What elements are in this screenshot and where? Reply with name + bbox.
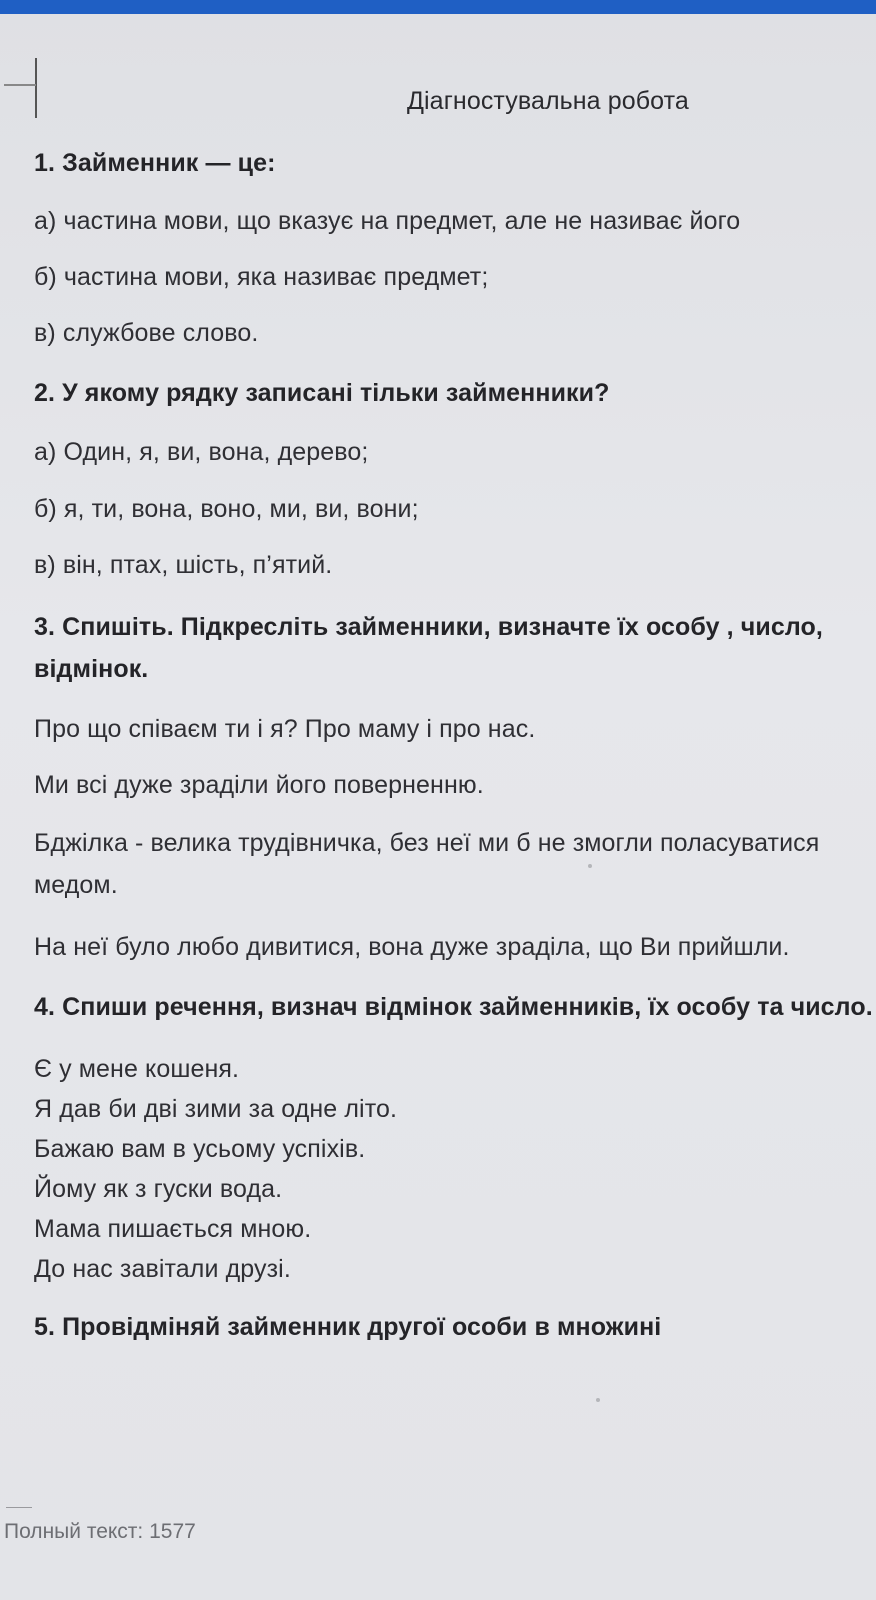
exercise-sentence: Мама пишається мною. — [34, 1215, 312, 1243]
exercise-sentence-continued: медом. — [34, 871, 118, 899]
answer-option: б) я, ти, вона, воно, ми, ви, вони; — [34, 495, 419, 523]
exercise-sentence: Є у мене кошеня. — [34, 1055, 240, 1083]
exercise-sentence: Ми всі дуже зраділи його поверненню. — [34, 771, 484, 799]
answer-option: в) він, птах, шість, п’ятий. — [34, 551, 333, 579]
question-4: 4. Спиши речення, визнач відмінок займенників, їх особу та число. — [34, 993, 873, 1021]
answer-option: в) службове слово. — [34, 319, 259, 347]
answer-option: а) Один, я, ви, вона, дерево; — [34, 438, 369, 466]
question-2: 2. У якому рядку записані тільки займенники? — [34, 379, 610, 407]
exercise-sentence: Бджілка - велика трудівничка, без неї ми б не змогли поласуватися — [34, 829, 820, 857]
answer-option: а) частина мови, що вказує на предмет, але не називає його — [34, 207, 741, 235]
dust-speck — [588, 864, 592, 868]
exercise-sentence: Бажаю вам в усьому успіхів. — [34, 1135, 366, 1163]
question-3-continued: відмінок. — [34, 655, 149, 683]
question-3: 3. Спишіть. Підкресліть займенники, визначте їх особу , число, — [34, 613, 823, 641]
footer-divider — [6, 1507, 32, 1508]
answer-option: б) частина мови, яка називає предмет; — [34, 263, 489, 291]
dust-speck — [596, 1398, 600, 1402]
footer-text-count: Полный текст: 1577 — [4, 1520, 196, 1543]
document-title: Діагностувальна робота — [407, 87, 689, 115]
exercise-sentence: Йому як з гуски вода. — [34, 1175, 283, 1203]
exercise-sentence: До нас завітали друзі. — [34, 1255, 291, 1283]
exercise-sentence: На неї було любо дивитися, вона дуже зраділа, що Ви прийшли. — [34, 933, 790, 961]
exercise-sentence: Про що співаєм ти і я? Про маму і про нас. — [34, 715, 536, 743]
exercise-sentence: Я дав би дві зими за одне літо. — [34, 1095, 398, 1123]
question-5: 5. Провідміняй займенник другої особи в множині — [34, 1313, 662, 1341]
question-1: 1. Займенник — це: — [34, 149, 276, 177]
